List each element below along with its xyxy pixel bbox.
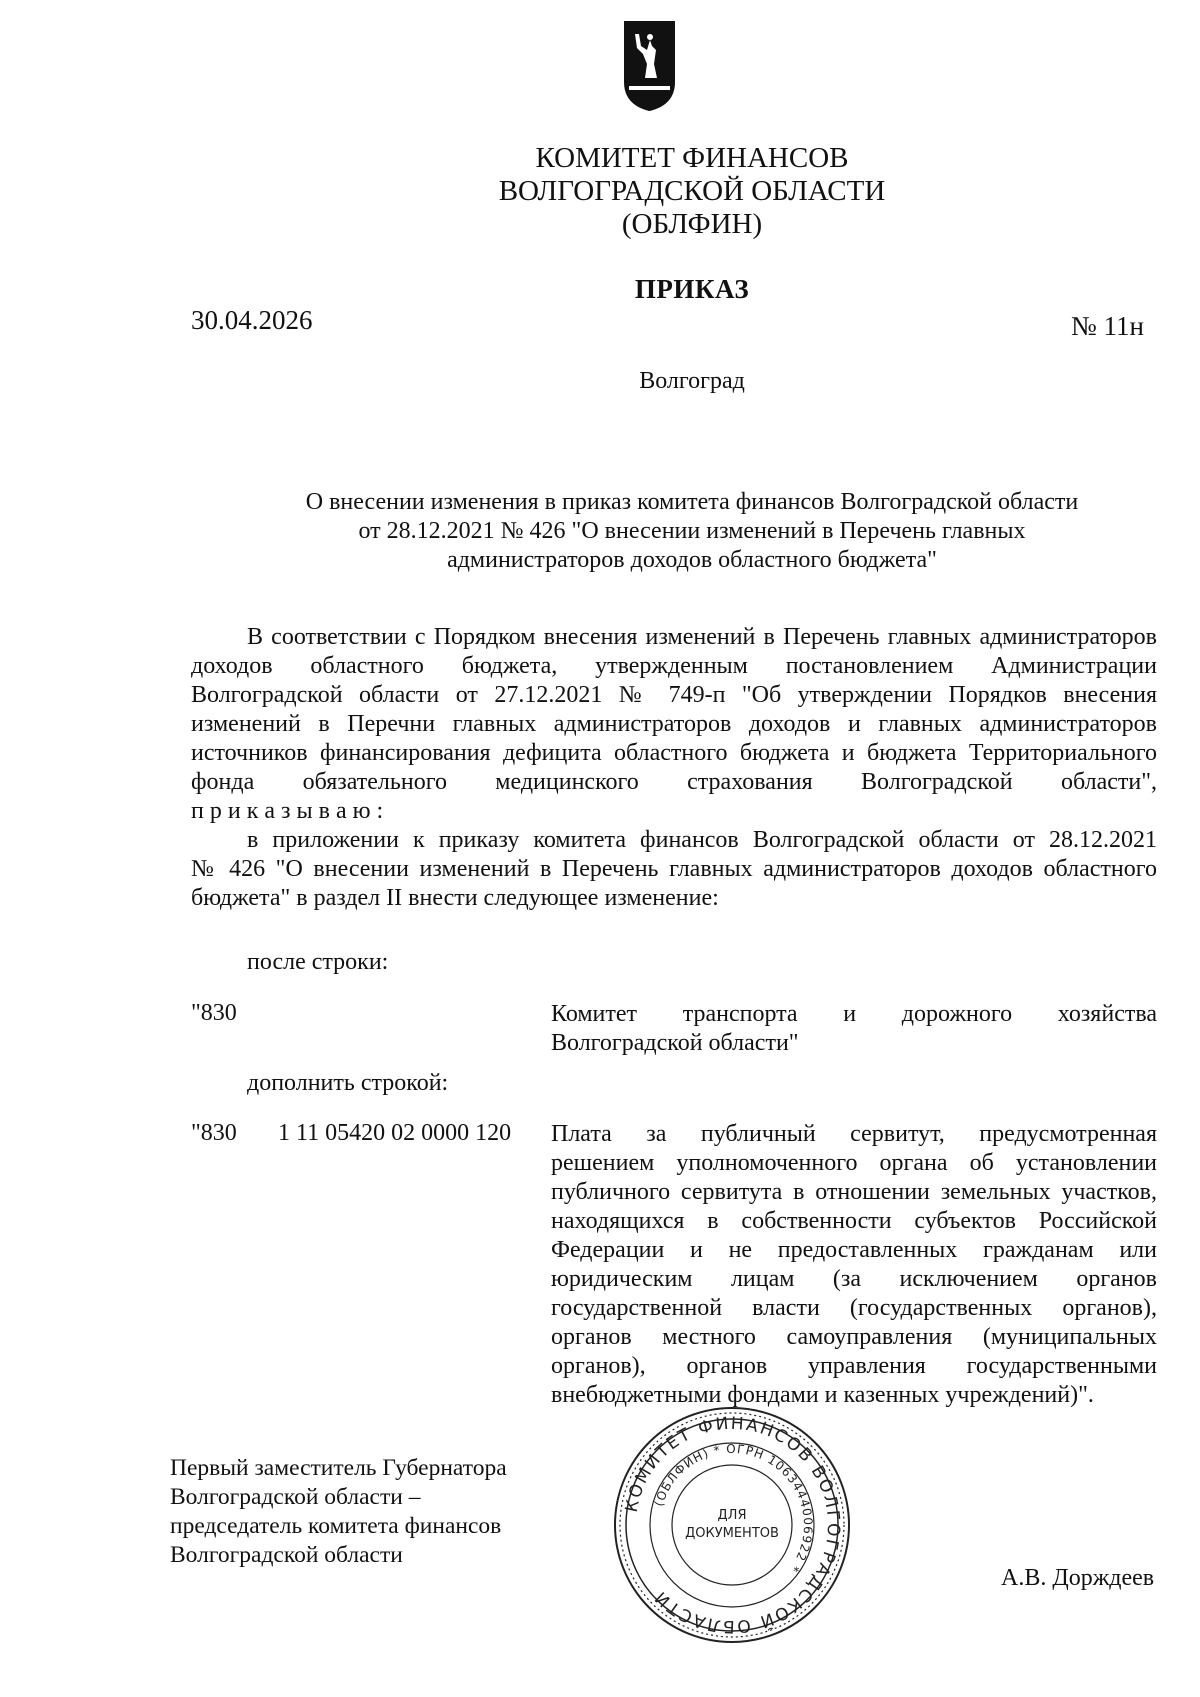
row-text-line: публичного сервитута в отношении земельных участков, [551, 1179, 1157, 1205]
stamp-inner-text: (ОБЛФИН) * ОГРН 1063444006922 * [651, 1441, 816, 1576]
row1-description [551, 1000, 1157, 1058]
after-row-label: после строки: [247, 949, 389, 975]
organization-title [330, 142, 1054, 241]
position-line: Волгоградской области – [170, 1484, 421, 1510]
subject-line: О внесении изменения в приказ комитета финансов Волгоградской области [305, 489, 1079, 515]
paragraph-line: В соответствии с Порядком внесения изменений в Перечень главных администраторов [247, 624, 1157, 650]
row-text-line: находящихся в собственности субъектов Российской [551, 1208, 1157, 1234]
row-text-line: внебюджетными фондами и казенных учреждений)". [551, 1382, 1094, 1408]
subject-line: администраторов доходов областного бюджета" [447, 547, 937, 573]
document-date: 30.04.2026 [191, 305, 313, 335]
stamp-center-line-1: ДЛЯ [717, 1508, 747, 1523]
official-stamp [612, 1405, 852, 1645]
org-line-2: ВОЛГОГРАДСКОЙ ОБЛАСТИ [498, 175, 886, 207]
add-row-label: дополнить строкой: [247, 1070, 449, 1096]
subject-line: от 28.12.2021 № 426 "О внесении изменений в Перечень главных [358, 518, 1026, 544]
position-line: председатель комитета финансов [170, 1513, 502, 1539]
document-number: № 11н [1071, 311, 1144, 341]
paragraph-line: фонда обязательного медицинского страхования Волгоградской области", [191, 769, 1157, 795]
paragraph-line: источников финансирования дефицита областного бюджета и бюджета Территориального [191, 740, 1157, 766]
row-text-line: Плата за публичный сервитут, предусмотренная [551, 1121, 1157, 1147]
stamp-outer-text: КОМИТЕТ ФИНАНСОВ ВОЛГОГРАДСКОЙ ОБЛАСТИ [621, 1413, 844, 1637]
paragraph-line: бюджета" в раздел II внести следующее изменение: [191, 885, 719, 911]
document-type: ПРИКАЗ [634, 274, 750, 304]
row-text-line: Федерации и не предоставленных гражданам или [551, 1237, 1157, 1263]
org-line-1: КОМИТЕТ ФИНАНСОВ [535, 142, 849, 174]
row1-code: "830 [191, 1000, 237, 1026]
document-city: Волгоград [639, 368, 745, 394]
signatory-name: А.В. Дорждеев [1001, 1565, 1155, 1591]
paragraph-line: изменений в Перечни главных администраторов доходов и главных администраторов [191, 711, 1157, 737]
position-line: Первый заместитель Губернатора [170, 1455, 507, 1481]
signatory-position [170, 1454, 507, 1570]
row-text-line: юридическим лицам (за исключением органов [551, 1266, 1157, 1292]
org-line-3: (ОБЛФИН) [621, 208, 763, 240]
row2-kbk: 1 11 05420 02 0000 120 [278, 1120, 512, 1146]
row-text-line: государственной власти (государственных органов), [551, 1295, 1157, 1321]
row-text-line: органов местного самоуправления (муниципальных [551, 1324, 1157, 1350]
volgograd-emblem-icon [623, 20, 676, 112]
position-line: Волгоградской области [170, 1542, 403, 1568]
row-text-line: решением уполномоченного органа об установлении [551, 1150, 1157, 1176]
paragraph-line: № 426 "О внесении изменений в Перечень главных администраторов доходов областного [191, 856, 1157, 882]
stamp-center-line-2: ДОКУМЕНТОВ [685, 1526, 779, 1541]
preamble-paragraph [191, 623, 1157, 913]
paragraph-line: доходов областного бюджета, утвержденным постановлением Администрации [191, 653, 1157, 679]
document-subject [240, 488, 1144, 575]
row2-code: "830 [191, 1120, 237, 1146]
row2-description [551, 1120, 1157, 1410]
row-text-line: Комитет транспорта и дорожного хозяйства [551, 1001, 1157, 1027]
row-text-line: органов), органов управления государственными [551, 1353, 1157, 1379]
paragraph-line: в приложении к приказу комитета финансов Волгоградской области от 28.12.2021 [247, 827, 1157, 853]
decree-word: п р и к а з ы в а ю : [191, 798, 384, 824]
paragraph-line: Волгоградской области от 27.12.2021 № 749-п "Об утверждении Порядков внесения [191, 682, 1157, 708]
row-text-line: Волгоградской области" [551, 1030, 799, 1056]
